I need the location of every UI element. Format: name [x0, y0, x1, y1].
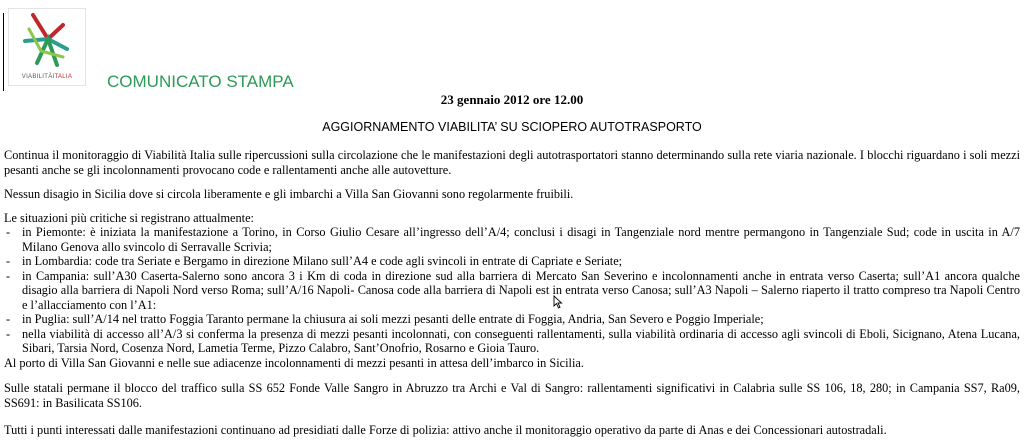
paragraph-list-intro: Le situazioni più critiche si registrano attualmente: [4, 211, 254, 225]
paragraph-porto: Al porto di Villa San Giovanni e nelle sue adiacenze incolonnamenti di mezzi pesanti in attesa dell’imbarco in Sicilia. [4, 356, 584, 370]
critical-situations-list [4, 225, 1020, 356]
text-caret [3, 13, 4, 91]
list-item-lombardia: - in Lombardia: code tra Seriate e Bergamo in direzione Milano sull’A4 e code agli svincoli in entrate di Capriate e Seriate; [4, 254, 1020, 269]
viabilita-italia-logo [8, 8, 86, 86]
paragraph-statali: Sulle statali permane il blocco del traffico sulla SS 652 Fonde Valle Sangro in Abruzzo tra Archi e Val di Sangro: rallentamenti significativi in Calabria sulle SS 106, 18, 280; in Campania SS7, Ra09, SS691: in Basilicata SS106. [4, 381, 1020, 410]
logo-wordmark: VIABILITÀITALIA [21, 74, 73, 80]
press-release-label: COMUNICATO STAMPA [107, 72, 294, 91]
list-item-a3-access: - nella viabilità di accesso all’A/3 si conferma la presenza di mezzi pesanti incolonnati, con conseguenti rallentamenti, sulla viabilità ordinaria di accesso agli svincoli di Eboli, Sicignano, Atena Lucana, Sibari, Tarsia Nord, Cosenza Nord, Lametia Terme, Pizzo Calabro, Sant’Onofrio, Rosarno e Gioia Tauro. [4, 327, 1020, 356]
star-logo-icon [17, 11, 77, 71]
list-item-piemonte: - in Piemonte: è iniziata la manifestazione a Torino, in Corso Giulio Cesare all’ingresso dell’A/4; conclusi i disagi in Tangenziale nord mentre permangono in Tangenziale Sud; code in uscita in A/7 Milano Genova allo svincolo di Serravalle Scrivia; [4, 225, 1020, 254]
paragraph-presidi: Tutti i punti interessati dalle manifestazioni continuano ad presidiati dalle Forze di polizia: attivo anche il monitoraggio operativo da parte di Anas e dei Concessionari autostradali. [4, 423, 887, 437]
mouse-pointer-icon [553, 295, 563, 309]
paragraph-sicilia: Nessun disagio in Sicilia dove si circola liberamente e gli imbarchi a Villa San Giovanni sono regolarmente fruibili. [4, 187, 574, 201]
document-headline: AGGIORNAMENTO VIABILITA’ SU SCIOPERO AUTOTRASPORTO [322, 120, 702, 134]
paragraph-intro: Continua il monitoraggio di Viabilità Italia sulle ripercussioni sulla circolazione che le manifestazioni degli autotrasportatori stanno determinando sulla rete viaria nazionale. I blocchi riguardano i soli mezzi pesanti anche se gli incolonnamenti provocano code e rallentamenti anche alle autovetture. [4, 148, 1020, 177]
list-item-campania: - in Campania: sull’A30 Caserta-Salerno sono ancora 3 i Km di coda in direzione sud alla barriera di Mercato San Severino e incolonnamenti anche in entrata verso Caserta; sull’A1 ancora qualche disagio alla barriera di Napoli Nord verso Roma; sull’A/16 Napoli- Canosa code alla barriera di Napoli est in entrata verso Canosa; sull’A3 Napoli – Salerno riaperto il tratto compreso tra Napoli Centro e l’allacciamento con l’A1: [4, 269, 1020, 313]
list-item-puglia: - in Puglia: sull’A/14 nel tratto Foggia Taranto permane la chiusura ai soli mezzi pesanti delle entrate di Foggia, Andria, San Severo e Poggio Imperiale; [4, 312, 1020, 327]
release-date: 23 gennaio 2012 ore 12.00 [440, 92, 584, 107]
